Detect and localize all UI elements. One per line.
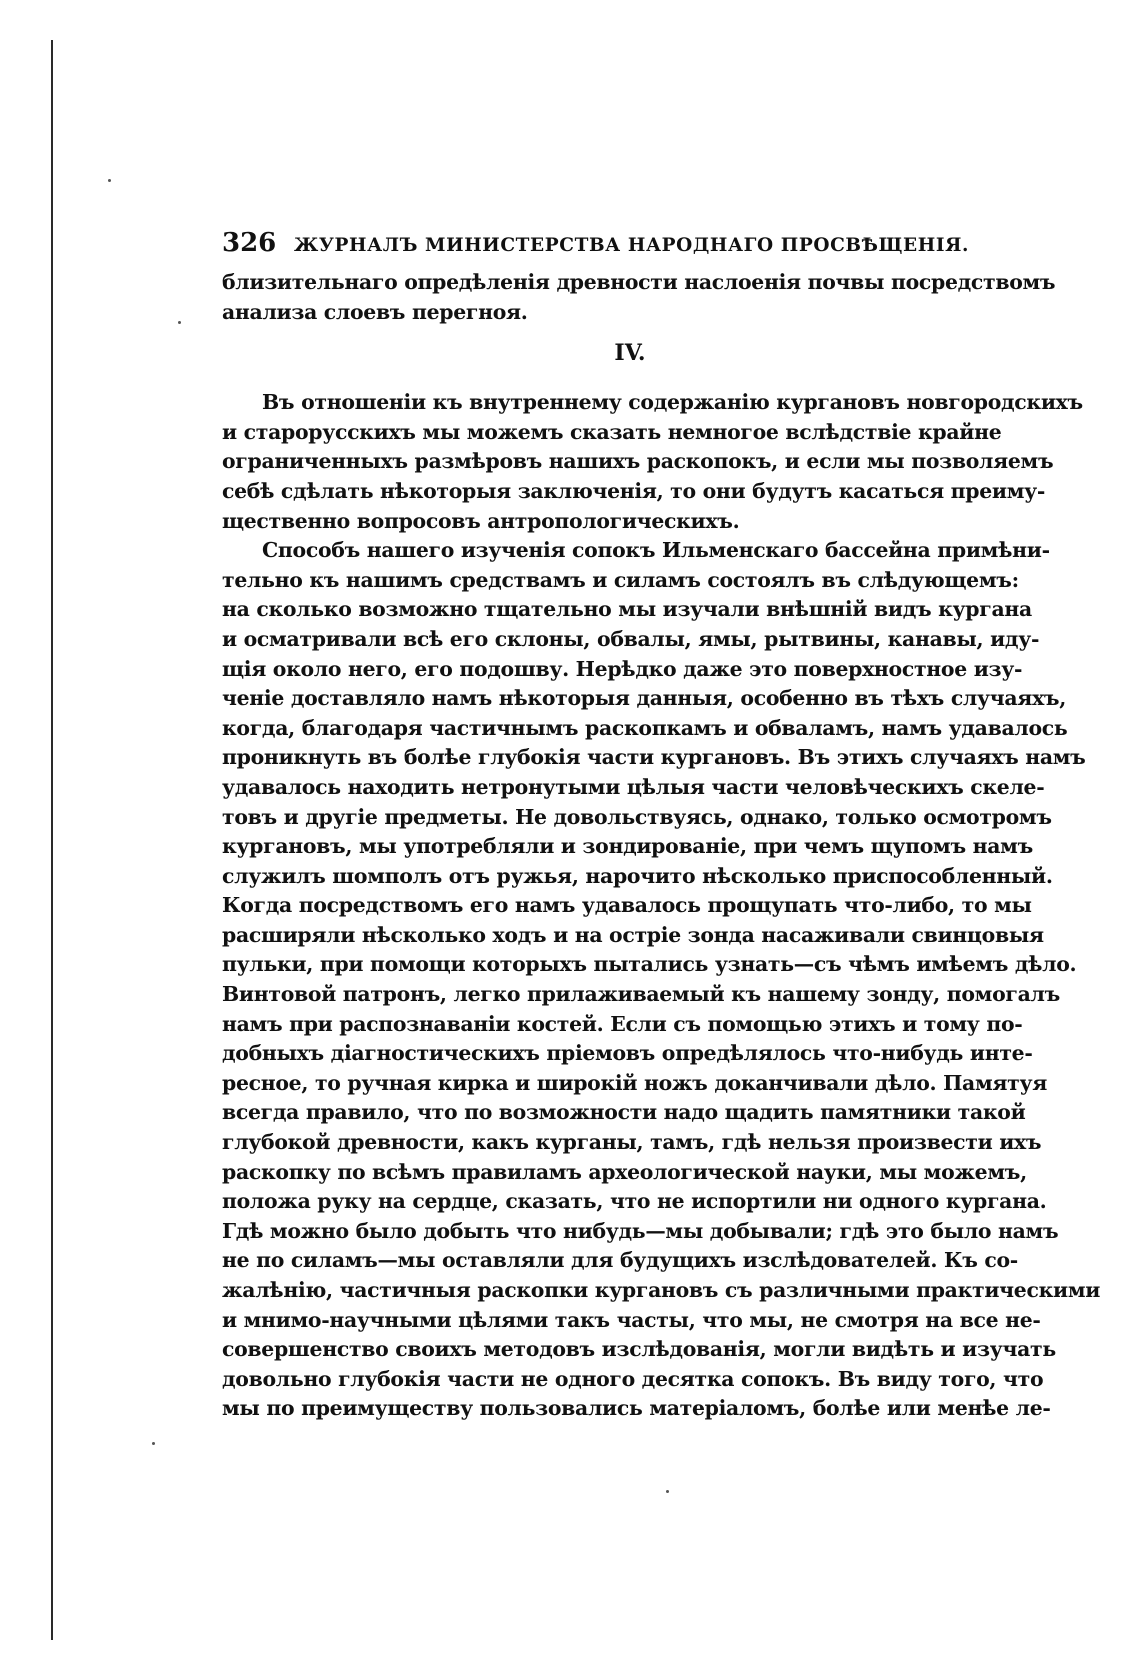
text-line: мы по преимуществу пользовались матеріаломъ, болѣе или менѣе ле- (222, 1396, 1051, 1421)
running-head (222, 228, 982, 268)
text-line: кургановъ, мы употребляли и зондированіе, при чемъ щупомъ намъ (222, 834, 1033, 859)
text-line: анализа слоевъ перегноя. (222, 299, 528, 324)
text-line: положа руку на сердце, сказать, что не испортили ни одного кургана. (222, 1189, 1047, 1214)
text-line: ченіе доставляло намъ нѣкоторыя данныя, особенно въ тѣхъ случаяхъ, (222, 686, 1067, 711)
text-line: удавалось находить нетронутыми цѣлыя части человѣческихъ скеле- (222, 774, 1045, 799)
document-page (222, 228, 1101, 1424)
text-line: не по силамъ—мы оставляли для будущихъ изслѣдователей. Къ со- (222, 1248, 1018, 1273)
page-number: 326 (222, 228, 277, 258)
section-heading: IV. (614, 340, 646, 367)
text-line: когда, благодаря частичнымъ раскопкамъ и обваламъ, намъ удавалось (222, 715, 1068, 740)
journal-title: ЖУРНАЛЪ МИНИСТЕРСТВА НАРОДНАГО ПРОСВѢЩЕНІЯ. (294, 235, 970, 256)
text-line: довольно глубокія части не одного десятка сопокъ. Въ виду того, что (222, 1366, 1044, 1391)
text-line: и мнимо-научными цѣлями такъ часты, что мы, не смотря на все не- (222, 1307, 1041, 1332)
text-line: щія около него, его подошву. Нерѣдко даже это поверхностное изу- (222, 656, 1023, 681)
text-line: и старорусскихъ мы можемъ сказать немногое вслѣдствіе крайне (222, 419, 1002, 444)
scan-speck (178, 321, 181, 324)
text-line: совершенство своихъ методовъ изслѣдованія, могли видѣть и изучать (222, 1337, 1056, 1362)
text-line: проникнуть въ болѣе глубокія части кургановъ. Въ этихъ случаяхъ намъ (222, 745, 1086, 770)
scan-speck (666, 1490, 669, 1493)
text-line: расширяли нѣсколько ходъ и на остріе зонда насаживали свинцовыя (222, 922, 1044, 947)
text-line: ограниченныхъ размѣровъ нашихъ раскопокъ, и если мы позволяемъ (222, 449, 1054, 474)
text-line: служилъ шомполъ отъ ружья, нарочито нѣсколько приспособленный. (222, 863, 1053, 888)
text-line: жалѣнію, частичныя раскопки кургановъ съ различными практическими (222, 1278, 1101, 1302)
text-line: на сколько возможно тщательно мы изучали внѣшній видъ кургана (222, 597, 1032, 622)
text-line: Винтовой патронъ, легко прилаживаемый къ нашему зонду, помогалъ (222, 982, 1060, 1007)
text-line: добныхъ діагностическихъ пріемовъ опредѣлялось что-нибудь инте- (222, 1041, 1033, 1066)
scan-binding-edge (51, 40, 53, 1640)
paragraph-1 (222, 388, 1083, 536)
text-line: Когда посредствомъ его намъ удавалось прощупать что-либо, то мы (222, 893, 1032, 918)
text-line: всегда правило, что по возможности надо щадить памятники такой (222, 1100, 1026, 1125)
text-line: щественно вопросовъ антропологическихъ. (222, 508, 740, 533)
text-line: тельно къ нашимъ средствамъ и силамъ состоялъ въ слѣдующемъ: (222, 567, 1019, 592)
text-line: товъ и другіе предметы. Не довольствуясь, однако, только осмотромъ (222, 804, 1052, 829)
text-line: глубокой древности, какъ курганы, тамъ, гдѣ нельзя произвести ихъ (222, 1130, 1042, 1155)
text-line: намъ при распознаваніи костей. Если съ помощью этихъ и тому по- (222, 1011, 1023, 1036)
scan-speck (152, 1442, 155, 1445)
paragraph-2 (222, 536, 1101, 1424)
text-line: и осматривали всѣ его склоны, обвалы, ямы, рытвины, канавы, иду- (222, 626, 1040, 651)
intro-text (222, 268, 1056, 327)
text-line: Способъ нашего изученія сопокъ Ильменскаго бассейна примѣни- (262, 538, 1050, 563)
scan-speck (108, 179, 111, 182)
text-line: близительнаго опредѣленія древности наслоенія почвы посредствомъ (222, 270, 1056, 294)
text-line: раскопку по всѣмъ правиламъ археологической науки, мы можемъ, (222, 1159, 1027, 1184)
text-line: ресное, то ручная кирка и широкій ножъ доканчивали дѣло. Памятуя (222, 1070, 1048, 1095)
text-line: пульки, при помощи которыхъ пытались узнать—съ чѣмъ имѣемъ дѣло. (222, 952, 1077, 977)
text-line: Гдѣ можно было добыть что нибудь—мы добывали; гдѣ это было намъ (222, 1218, 1059, 1243)
text-line: себѣ сдѣлать нѣкоторыя заключенія, то они будутъ касаться преиму- (222, 478, 1046, 503)
text-line: Въ отношеніи къ внутреннему содержанію кургановъ новгородскихъ (262, 390, 1083, 415)
